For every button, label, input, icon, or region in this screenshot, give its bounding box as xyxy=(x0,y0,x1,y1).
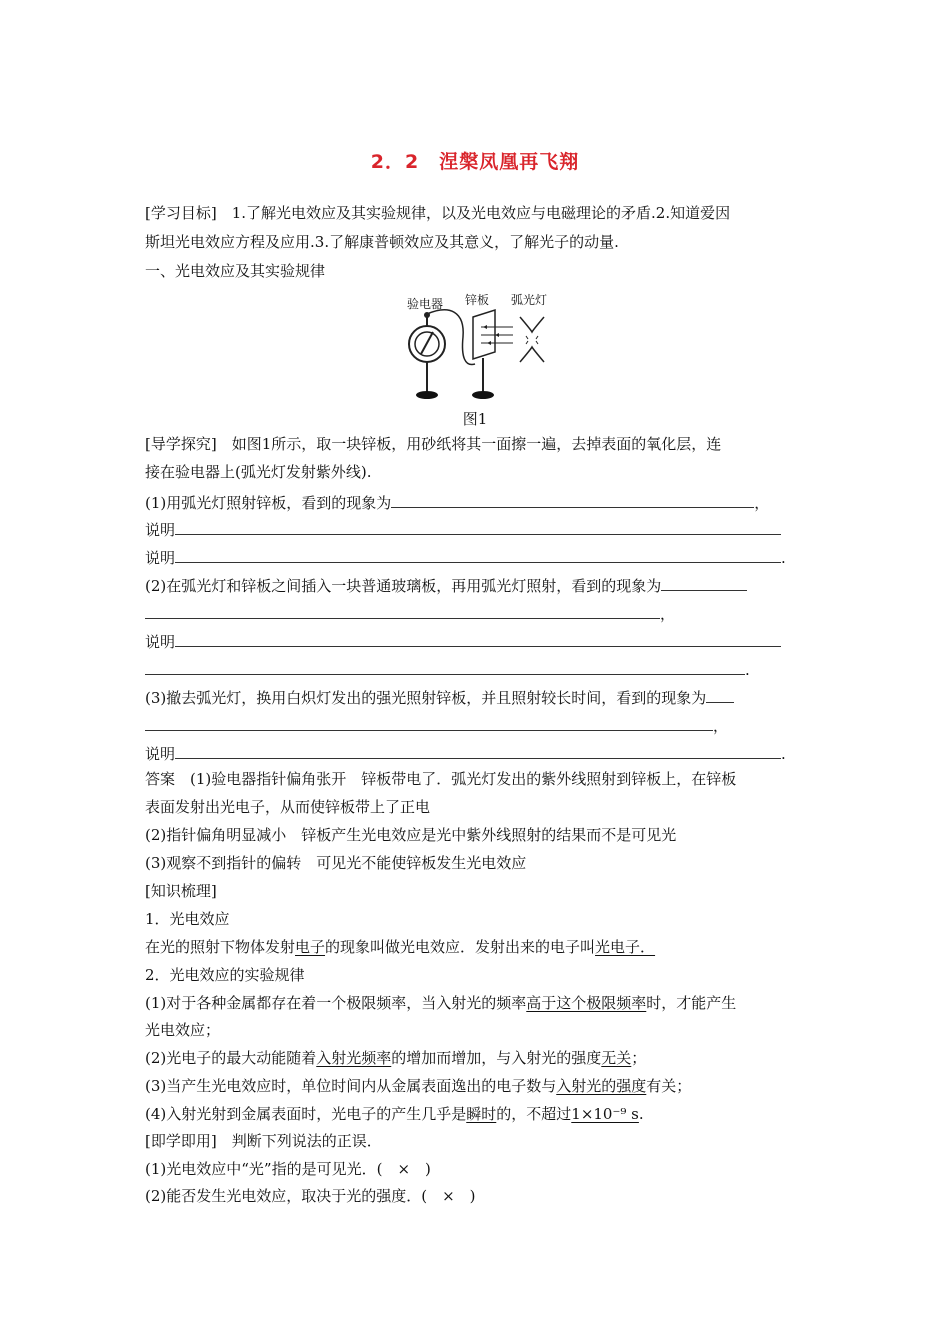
answer-line-4: (3)观察不到指针的偏转 可见光不能使锌板发生光电效应 xyxy=(145,854,527,872)
q2-cont-line xyxy=(145,603,675,624)
q1-observation-blank[interactable] xyxy=(391,492,754,508)
q3-comma: ， xyxy=(713,717,729,735)
wire-icon xyxy=(427,310,475,365)
q1-prompt: (1)用弧光灯照射锌板，看到的现象为 xyxy=(145,494,392,512)
q2-prompt: (2)在弧光灯和锌板之间插入一块普通玻璃板，再用弧光灯照射，看到的现象为 xyxy=(145,577,662,595)
guide-line-1: [导学探究] 如图1所示，取一块锌板，用砂纸将其一面擦一遍，去掉表面的氧化层，连 xyxy=(145,435,722,453)
guide-line-2: 接在验电器上(弧光灯发射紫外线). xyxy=(145,463,372,481)
arc-lamp-label: 弧光灯 xyxy=(511,293,548,307)
answer-underline: 光电子． xyxy=(595,938,656,956)
arc-lamp-icon xyxy=(520,317,544,362)
answer-line-3: (2)指针偏角明显减小 锌板产生光电效应是光中紫外线照射的结果而不是可见光 xyxy=(145,826,677,844)
practice-statement-1: (1)光电效应中“光”指的是可见光．( × ) xyxy=(145,1160,431,1178)
answer-underline: 电子 xyxy=(295,938,326,956)
q2-observation-blank-2[interactable] xyxy=(145,603,660,619)
q1-explain-blank-1[interactable] xyxy=(175,519,781,535)
q1-explain-line-2 xyxy=(145,547,786,568)
q3-line xyxy=(145,687,734,708)
practice-statement-2: (2)能否发生光电效应，取决于光的强度．( × ) xyxy=(145,1187,476,1205)
figure-caption: 图1 xyxy=(462,410,488,428)
answer-underline: 无关 xyxy=(601,1049,632,1067)
q2-explain-cont-line xyxy=(145,659,750,680)
q2-explain-blank-2[interactable] xyxy=(145,659,745,675)
answer-underline: 1×10⁻⁹ s xyxy=(571,1105,639,1123)
section-heading: 一、光电效应及其实验规律 xyxy=(145,262,326,280)
knowledge-heading: [知识梳理] xyxy=(145,882,217,900)
experiment-figure xyxy=(395,292,565,402)
rule-1: (1)对于各种金属都存在着一个极限频率，当入射光的频率高于这个极限频率时，才能产生 xyxy=(145,994,737,1012)
rule-4: (4)入射光射到金属表面时，光电子的产生几乎是瞬时的，不超过1×10⁻⁹ s. xyxy=(145,1105,644,1123)
answer-underline: 瞬时 xyxy=(466,1105,497,1123)
q3-observation-blank-2[interactable] xyxy=(145,715,713,731)
zinc-plate-label: 锌板 xyxy=(465,293,490,307)
objectives-line-2: 斯坦光电效应方程及应用.3.了解康普顿效应及其意义，了解光子的动量. xyxy=(145,233,619,251)
knowledge-item-1-text: 在光的照射下物体发射电子的现象叫做光电效应．发射出来的电子叫光电子． xyxy=(145,938,656,956)
q3-explain-line xyxy=(145,743,786,764)
rule-3: (3)当产生光电效应时，单位时间内从金属表面逸出的电子数与入射光的强度有关； xyxy=(145,1077,692,1095)
q1-explain-label-2: 说明 xyxy=(145,549,176,567)
q1-explain-blank-2[interactable] xyxy=(175,547,781,563)
page-title: 2．2 涅槃凤凰再飞翔 xyxy=(370,151,580,173)
q2-period: . xyxy=(745,661,750,679)
knowledge-item-1-title: 1．光电效应 xyxy=(145,910,230,928)
answer-underline: 入射光的强度 xyxy=(556,1077,647,1095)
zinc-plate-icon xyxy=(472,310,513,399)
answer-underline: 入射光频率 xyxy=(316,1049,392,1067)
rule-2: (2)光电子的最大动能随着入射光频率的增加而增加，与入射光的强度无关； xyxy=(145,1049,647,1067)
q2-explain-blank-1[interactable] xyxy=(175,631,781,647)
knowledge-item-2-title: 2．光电效应的实验规律 xyxy=(145,966,305,984)
q1-line xyxy=(145,492,769,513)
q1-comma: ， xyxy=(754,494,770,512)
q3-explain-blank[interactable] xyxy=(175,743,781,759)
q3-prompt: (3)撤去弧光灯，换用白炽灯发出的强光照射锌板，并且照射较长时间，看到的现象为 xyxy=(145,689,707,707)
answer-line-2: 表面发射出光电子，从而使锌板带上了正电 xyxy=(145,798,431,816)
electroscope-icon xyxy=(409,312,445,399)
answer-line-1: 答案 (1)验电器指针偏角张开 锌板带电了．弧光灯发出的紫外线照射到锌板上，在锌板 xyxy=(145,770,737,788)
answer-underline: 高于这个极限频率 xyxy=(526,994,647,1012)
q3-period: . xyxy=(781,745,786,763)
q3-cont-line xyxy=(145,715,728,736)
q2-line xyxy=(145,575,747,596)
q3-observation-blank[interactable] xyxy=(706,687,734,703)
q1-explain-label: 说明 xyxy=(145,521,176,539)
objectives-line-1: [学习目标] 1.了解光电效应及其实验规律，以及光电效应与电磁理论的矛盾.2.知道爱因 xyxy=(145,204,731,222)
q2-explain-label: 说明 xyxy=(145,633,176,651)
q1-period: . xyxy=(781,549,786,567)
q3-explain-label: 说明 xyxy=(145,745,176,763)
electroscope-label: 验电器 xyxy=(407,297,444,311)
q2-observation-blank[interactable] xyxy=(661,575,747,591)
q2-explain-line xyxy=(145,631,781,652)
rule-1-cont: 光电效应； xyxy=(145,1021,221,1039)
q2-comma: ， xyxy=(660,605,676,623)
q1-explain-line xyxy=(145,519,781,540)
practice-heading: [即学即用] 判断下列说法的正误． xyxy=(145,1132,382,1150)
